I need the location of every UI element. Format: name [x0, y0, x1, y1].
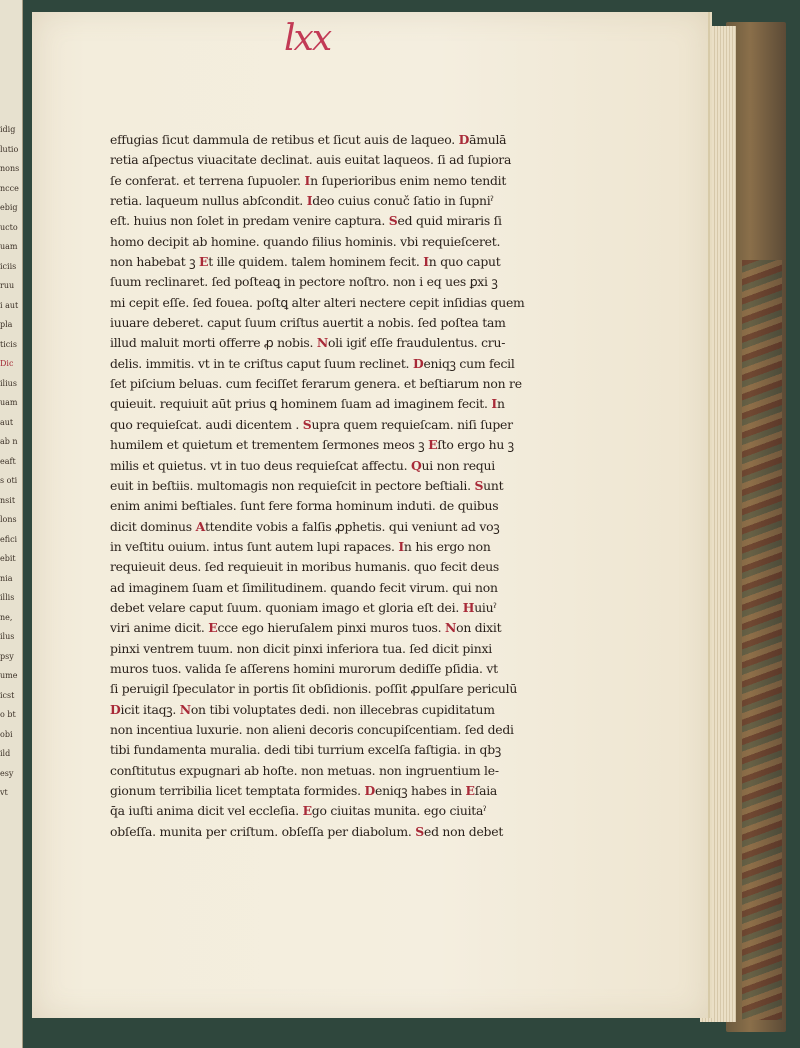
- text-run: pinxi ventrem tuum. non dicit pinxi inferiora tua. ſed dicit pinxi: [110, 640, 492, 656]
- facing-page-fragment: ume: [0, 671, 18, 680]
- text-run: ed non debet: [423, 823, 504, 839]
- text-run: ſuum reclinaret. ſed poſteaꝗ in pectore noſtro. non i eq ues ꝑxi ꝫ: [110, 274, 498, 290]
- text-run: obſeſſa. munita per criſtum. obſeſſa per diabolum.: [110, 823, 416, 839]
- facing-page-text-fragments: [0, 120, 20, 860]
- text-run: ed quid miraris ſi: [397, 213, 502, 229]
- text-line: [110, 435, 594, 455]
- facing-page-fragment: psy: [0, 651, 14, 661]
- text-run: ſi peruigil ſpeculator in portis ſit obſidionis. poſſit ꝓpulſare periculū: [110, 681, 518, 697]
- text-line: [110, 740, 594, 760]
- facing-page-fragment: ebig: [0, 203, 18, 212]
- facing-page-fragment: ilius: [0, 378, 17, 388]
- rubricated-initial: N: [179, 701, 191, 717]
- text-run: effugias ſicut dammula de retibus et ſicut auis de laqueo.: [110, 132, 459, 147]
- text-line: [110, 293, 594, 313]
- text-line: [110, 822, 594, 842]
- text-line: [110, 537, 594, 557]
- text-run: icit itaqꝫ.: [120, 701, 180, 717]
- text-run: quieuit. requiuit aūt prius ꝗ hominem ſuam ad imaginem fecit.: [110, 396, 492, 412]
- text-run: ſaia: [474, 783, 498, 798]
- facing-page-edge: [0, 0, 23, 1048]
- rubricated-initial: I: [398, 538, 404, 554]
- text-line: [110, 232, 594, 252]
- text-run: non habebat ꝫ: [110, 254, 199, 270]
- rubricated-initial: E: [208, 620, 218, 636]
- text-run: tibi fundamenta muralia. dedi tibi turrium excelſa faſtigia. in qbꝫ: [110, 742, 502, 758]
- text-run: debet velare caput ſuum. quoniam imago et gloria eſt dei.: [110, 599, 463, 615]
- text-run: retia aſpectus viuacitate declinat. auis euitat laqueos. ſi ad ſupiora: [110, 152, 512, 168]
- facing-page-fragment: lons: [0, 515, 17, 524]
- facing-page-fragment: ticis: [0, 339, 17, 349]
- text-run: humilem et quietum et trementem ſermones meos ꝫ: [110, 437, 429, 453]
- text-run: n: [496, 396, 505, 412]
- text-run: ſet piſcium beluas. cum feciſſet ferarum genera. et beſtiarum non re: [110, 376, 522, 392]
- text-line: [110, 456, 594, 476]
- text-line: [110, 517, 594, 537]
- text-run: non incentiua luxurie. non alieni decoris concupiſcentiam. ſed dedi: [110, 721, 514, 737]
- rubricated-initial: S: [415, 823, 424, 839]
- text-run: eniqꝫ cum fecil: [423, 355, 515, 371]
- marbled-endpaper: [742, 260, 782, 1020]
- text-line: [110, 618, 594, 638]
- text-run: requieuit deus. ſed requieuit in moribus humanis. quo fecit deus: [110, 559, 500, 575]
- facing-page-fragment: nons: [0, 164, 20, 173]
- text-run: quo requieſcat. audi dicentem .: [110, 416, 303, 432]
- text-line: [110, 150, 594, 170]
- folio-number: lxx: [284, 18, 331, 59]
- rubricated-initial: S: [302, 416, 312, 432]
- text-run: enim animi beſtiales. ſunt fere forma hominum induti. de quibus: [110, 498, 499, 514]
- rubricated-initial: S: [474, 477, 484, 493]
- text-run: go ciuitas munita. ego ciuitaˀ: [311, 803, 487, 819]
- facing-page-fragment: uam: [0, 242, 18, 251]
- text-line: [110, 130, 594, 150]
- text-line: [110, 374, 594, 394]
- facing-page-fragment: illis: [0, 593, 15, 602]
- facing-page-fragment: lutio: [0, 144, 19, 154]
- text-line: [110, 354, 594, 374]
- facing-page-fragment: ruu: [0, 281, 15, 290]
- facing-page-fragment: i aut: [0, 300, 19, 310]
- text-line: [110, 211, 594, 231]
- text-run: dicit dominus: [110, 518, 196, 534]
- text-line: [110, 394, 594, 414]
- text-run: ui non requi: [421, 457, 495, 473]
- manuscript-page: [32, 12, 708, 1018]
- rubricated-initial: E: [302, 803, 312, 819]
- rubricated-initial: E: [465, 783, 475, 798]
- text-line: [110, 333, 594, 353]
- rubricated-initial: N: [445, 620, 457, 636]
- text-run: delis. immitis. vt in te criſtus caput ſuum reclinet.: [110, 355, 413, 371]
- facing-page-fragment: ilus: [0, 632, 15, 641]
- text-line: [110, 272, 594, 292]
- facing-page-fragment: nsit: [0, 495, 16, 505]
- text-line: [110, 313, 594, 333]
- text-run: in veſtitu ouium. intus ſunt autem lupi rapaces.: [110, 538, 399, 554]
- text-run: on tibi voluptates dedi. non illecebras cupiditatum: [190, 701, 495, 717]
- rubricated-initial: S: [388, 213, 398, 229]
- text-run: n his ergo non: [403, 538, 491, 554]
- facing-page-fragment: ab n: [0, 437, 18, 446]
- facing-page-fragment: uam: [0, 398, 18, 407]
- facing-page-fragment: ucto: [0, 222, 18, 232]
- text-run: muros tuos. valida ſe aſſerens homini murorum dediſſe pſidia. vt: [110, 660, 498, 676]
- facing-page-fragment: s oti: [0, 476, 18, 485]
- text-run: cce ego hieruſalem pinxi muros tuos.: [217, 620, 446, 636]
- text-line: [110, 191, 594, 211]
- text-line: [110, 578, 594, 598]
- facing-page-fragment: idig: [0, 125, 16, 134]
- rubricated-initial: N: [316, 335, 328, 351]
- text-run: uiuˀ: [474, 599, 497, 615]
- rubricated-initial: H: [462, 599, 475, 615]
- rubricated-initial: E: [428, 437, 438, 453]
- text-line: [110, 252, 594, 272]
- facing-page-fragment: efici: [0, 534, 18, 544]
- rubricated-initial: I: [491, 396, 497, 412]
- rubricated-initial: I: [423, 254, 429, 270]
- facing-page-fragment: obi: [0, 729, 13, 739]
- text-run: āmulā: [469, 132, 507, 147]
- text-run: ſe conferat. et terrena ſupuoler.: [110, 172, 305, 188]
- text-run: ad imaginem ſuam et ſimilitudinem. quando fecit virum. qui non: [110, 579, 498, 595]
- text-run: conſtitutus expugnari ab hoſte. non metuas. non ingruentium le-: [110, 762, 499, 778]
- text-run: q̄a iuſti anima dicit vel eccleſia.: [110, 803, 303, 819]
- facing-page-fragment: esy: [0, 768, 14, 778]
- text-run: eſt. huius non ſolet in predam venire captura.: [110, 213, 389, 229]
- text-line: [110, 476, 594, 496]
- text-run: on dixit: [456, 620, 502, 636]
- facing-page-fragment: pla: [0, 320, 13, 329]
- text-line: [110, 171, 594, 191]
- text-run: homo decipit ab homine. quando filius hominis. vbi requieſceret.: [110, 233, 501, 249]
- facing-page-fragment: iciis: [0, 261, 17, 271]
- facing-page-fragment: vt: [0, 788, 8, 797]
- facing-page-fragment: nia: [0, 573, 13, 583]
- rubricated-initial: Q: [411, 457, 422, 473]
- text-line: [110, 720, 594, 740]
- facing-page-fragment: ebit: [0, 554, 16, 563]
- facing-page-fragment: icst: [0, 690, 15, 700]
- facing-page-fragment: ne,: [0, 612, 13, 622]
- rubricated-initial: I: [306, 193, 313, 209]
- text-run: upra quem requieſcam. niſi ſuper: [311, 416, 513, 432]
- text-run: viri anime dicit.: [110, 620, 209, 636]
- text-run: deo cuius conuč ſatio in ſupniˀ: [312, 193, 494, 209]
- rubricated-initial: D: [412, 355, 424, 371]
- facing-page-fragment: aut: [0, 417, 14, 427]
- text-run: gionum terribilia licet temptata formides.: [110, 783, 365, 798]
- text-run: euit in beſtiis. multomagis non requieſcit in pectore beſtiali.: [110, 477, 475, 493]
- text-line: [110, 639, 594, 659]
- text-line: [110, 659, 594, 679]
- text-line: [110, 700, 594, 720]
- facing-page-fragment: Dic: [0, 359, 14, 368]
- text-run: iuuare deberet. caput ſuum criſtus auertit a nobis. ſed poſtea tam: [110, 315, 506, 331]
- text-run: t ille quidem. talem hominem fecit.: [208, 254, 424, 270]
- rubricated-initial: A: [195, 518, 205, 534]
- text-run: retia. laqueum nullus abſcondit.: [110, 193, 307, 209]
- text-run: unt: [483, 477, 504, 493]
- text-block: [110, 130, 594, 842]
- text-line: [110, 781, 594, 801]
- text-line: [110, 496, 594, 516]
- facing-page-fragment: eaft: [0, 456, 16, 466]
- text-run: ſto ergo hu ꝫ: [437, 437, 514, 453]
- text-line: [110, 761, 594, 781]
- rubricated-initial: E: [199, 254, 209, 270]
- text-line: [110, 679, 594, 699]
- rubricated-initial: D: [364, 783, 375, 798]
- text-line: [110, 557, 594, 577]
- text-line: [110, 801, 594, 821]
- text-run: n ſuperioribus enim nemo tendit: [310, 172, 507, 188]
- rubricated-initial: D: [458, 132, 470, 147]
- rubricated-initial: D: [110, 701, 121, 717]
- facing-page-fragment: o bt: [0, 710, 16, 719]
- text-run: n quo caput: [428, 254, 501, 270]
- text-run: oli igiť eſſe fraudulentus. cru-: [327, 335, 506, 351]
- facing-page-fragment: ild: [0, 749, 11, 758]
- text-run: illud maluit morti offerre ꝓ nobis.: [110, 335, 317, 351]
- text-line: [110, 415, 594, 435]
- facing-page-fragment: ncce: [0, 183, 19, 193]
- text-run: ttendite vobis a falſis ꝓphetis. qui veniunt ad voꝫ: [204, 518, 500, 534]
- text-run: eniqꝫ habes in: [374, 783, 466, 798]
- text-line: [110, 598, 594, 618]
- text-run: milis et quietus. vt in tuo deus requieſcat affectu.: [110, 457, 411, 473]
- rubricated-initial: I: [304, 172, 311, 188]
- text-run: mi cepit eſſe. ſed fouea. poſtꝗ alter alteri nectere cepit inſidias quem: [110, 294, 525, 310]
